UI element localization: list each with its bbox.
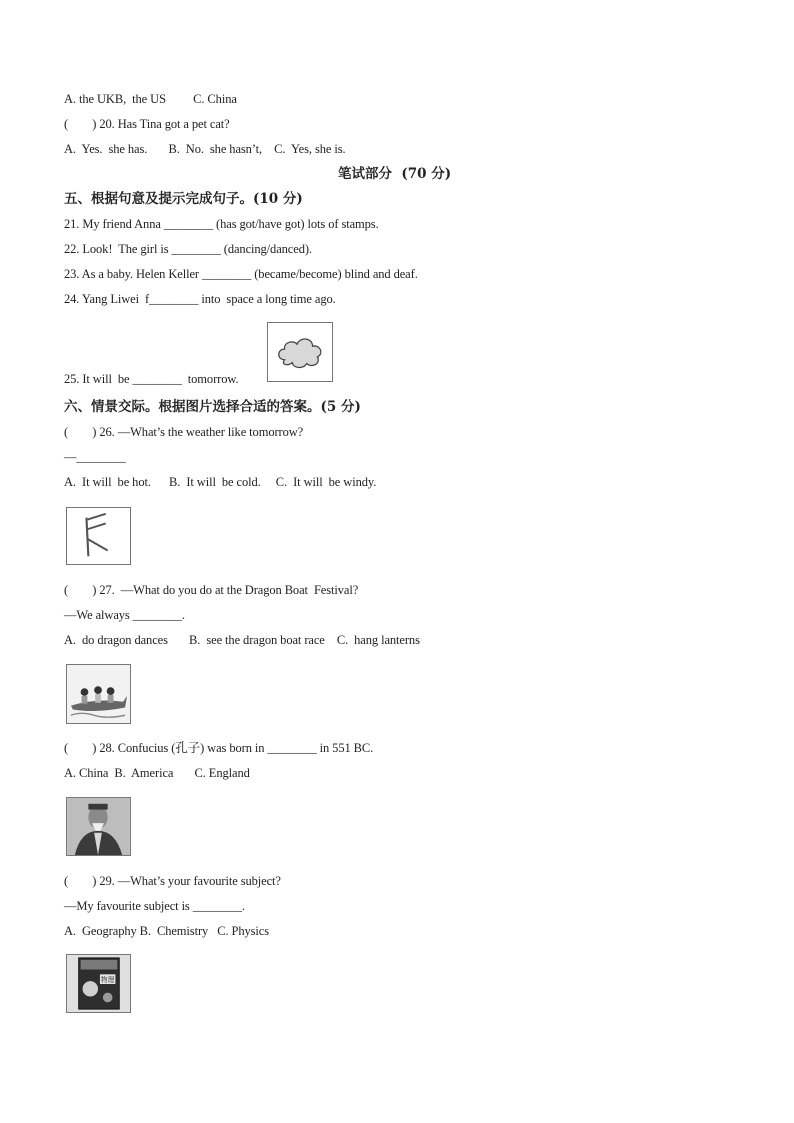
physics-book-picture: [66, 954, 131, 1013]
question-21: 21. My friend Anna ________ (has got/have got) lots of stamps.: [64, 217, 379, 231]
answer-27: —We always ________.: [64, 608, 185, 622]
question-24: 24. Yang Liwei f________ into space a long time ago.: [64, 292, 336, 306]
question-26: ( ) 26. —What’s the weather like tomorrow?: [64, 425, 304, 439]
options-27: A. do dragon dances B. see the dragon boat race C. hang lanterns: [64, 633, 420, 647]
options-28: A. China B. America C. England: [64, 766, 250, 780]
options-20: A. Yes. she has. B. No. she hasn’t, C. Yes, she is.: [64, 142, 346, 156]
question-20: ( ) 20. Has Tina got a pet cat?: [64, 117, 230, 131]
cloud-icon: [267, 322, 333, 382]
section-6-heading: 六、情景交际。根据图片选择合适的答案。(5 分): [64, 399, 361, 415]
question-22: 22. Look! The girl is ________ (dancing/danced).: [64, 242, 312, 256]
question-28: ( ) 28. Confucius (孔子) was born in ________ in 551 BC.: [64, 741, 374, 755]
section-5-heading: 五、根据句意及提示完成句子。(10 分): [64, 191, 303, 207]
wind-icon: [66, 507, 131, 565]
question-25: 25. It will be ________ tomorrow.: [64, 372, 239, 386]
question-29: ( ) 29. —What’s your favourite subject?: [64, 874, 281, 888]
option-line-19: A. the UKB, the US C. China: [64, 92, 237, 106]
options-26: A. It will be hot. B. It will be cold. C. It will be windy.: [64, 475, 377, 489]
question-27: ( ) 27. —What do you do at the Dragon Boat Festival?: [64, 583, 359, 597]
options-29: A. Geography B. Chemistry C. Physics: [64, 924, 270, 938]
answer-26: —________: [64, 450, 126, 464]
question-23: 23. As a baby. Helen Keller ________ (became/become) blind and deaf.: [64, 267, 418, 281]
book-title: 物理: [100, 976, 115, 985]
confucius-portrait: [66, 797, 131, 856]
written-section-heading: 笔试部分 (70 分): [338, 166, 452, 182]
answer-29: —My favourite subject is ________.: [64, 899, 245, 913]
dragon-boat-picture: [66, 664, 131, 724]
